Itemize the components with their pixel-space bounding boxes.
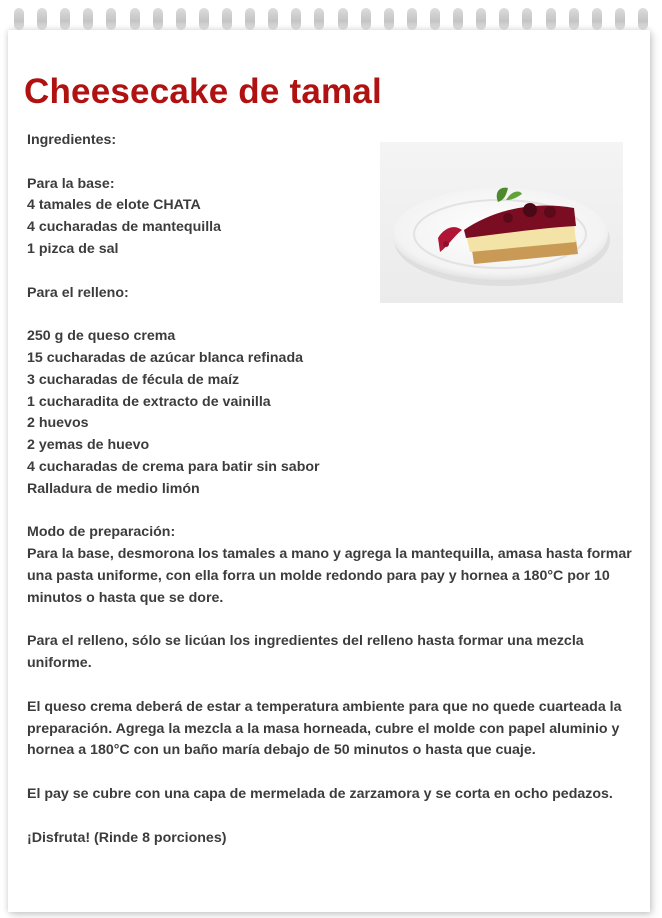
step-paragraph: Para la base, desmorona los tamales a mano y agrega la mantequilla, amasa hasta formar una pasta uniforme, con ella forra un molde redondo para pay y hornea a 180°C por 10 minutos o hasta que se dore. bbox=[27, 546, 632, 606]
base-item: 4 tamales de elote CHATA bbox=[27, 197, 201, 214]
binding-hole bbox=[130, 8, 140, 30]
binding-hole bbox=[199, 8, 209, 30]
binding-hole bbox=[430, 8, 440, 30]
base-item: 4 cucharadas de mantequilla bbox=[27, 219, 221, 236]
binding-hole bbox=[83, 8, 93, 30]
binding-hole bbox=[569, 8, 579, 30]
binding-hole bbox=[592, 8, 602, 30]
base-item: 1 pizca de sal bbox=[27, 240, 119, 257]
recipe-title: Cheesecake de tamal bbox=[24, 72, 382, 111]
step-paragraph: El queso crema deberá de estar a temperatura ambiente para que no quede cuarteada la preparación. Agrega la mezcla a la masa horneada, cubre el molde con papel aluminio y hornea a 180°C con un baño maría debajo de 50 minutos o hasta que cuaje. bbox=[27, 698, 622, 759]
binding-hole bbox=[384, 8, 394, 30]
step-paragraph: Para el relleno, sólo se licúan los ingredientes del relleno hasta formar una mezcla uniforme. bbox=[27, 633, 584, 672]
binding-hole bbox=[522, 8, 532, 30]
filling-item: 2 yemas de huevo bbox=[27, 437, 150, 454]
filling-heading: Para el relleno: bbox=[27, 284, 129, 301]
binding-hole bbox=[222, 8, 232, 30]
recipe-body bbox=[27, 130, 639, 849]
filling-item: 15 cucharadas de azúcar blanca refinada bbox=[27, 349, 303, 366]
binding-hole bbox=[291, 8, 301, 30]
binding-hole bbox=[361, 8, 371, 30]
closing-line: ¡Disfruta! (Rinde 8 porciones) bbox=[27, 829, 227, 846]
filling-item: 2 huevos bbox=[27, 415, 89, 432]
filling-item: 250 g de queso crema bbox=[27, 328, 176, 345]
binding-hole bbox=[314, 8, 324, 30]
binding-hole bbox=[338, 8, 348, 30]
binding-hole bbox=[245, 8, 255, 30]
binding-hole bbox=[499, 8, 509, 30]
binding-hole bbox=[638, 8, 648, 30]
binding-hole bbox=[268, 8, 278, 30]
binding-hole bbox=[14, 8, 24, 30]
base-heading: Para la base: bbox=[27, 175, 115, 192]
binding-hole bbox=[546, 8, 556, 30]
binding-hole bbox=[60, 8, 70, 30]
filling-item: 4 cucharadas de crema para batir sin sabor bbox=[27, 458, 320, 475]
binding-hole bbox=[153, 8, 163, 30]
filling-item: Ralladura de medio limón bbox=[27, 480, 200, 497]
step-paragraph: El pay se cubre con una capa de mermelada de zarzamora y se corta en ocho pedazos. bbox=[27, 785, 613, 802]
filling-item: 1 cucharadita de extracto de vainilla bbox=[27, 393, 271, 410]
binding-hole bbox=[407, 8, 417, 30]
binding-hole bbox=[453, 8, 463, 30]
binding-hole bbox=[615, 8, 625, 30]
recipe-card bbox=[8, 30, 650, 912]
binding-hole bbox=[176, 8, 186, 30]
binding-hole bbox=[37, 8, 47, 30]
method-heading: Modo de preparación: bbox=[27, 524, 176, 541]
filling-item: 3 cucharadas de fécula de maíz bbox=[27, 371, 240, 388]
binding-hole bbox=[476, 8, 486, 30]
ingredients-heading: Ingredientes: bbox=[27, 132, 117, 148]
binding-hole bbox=[106, 8, 116, 30]
